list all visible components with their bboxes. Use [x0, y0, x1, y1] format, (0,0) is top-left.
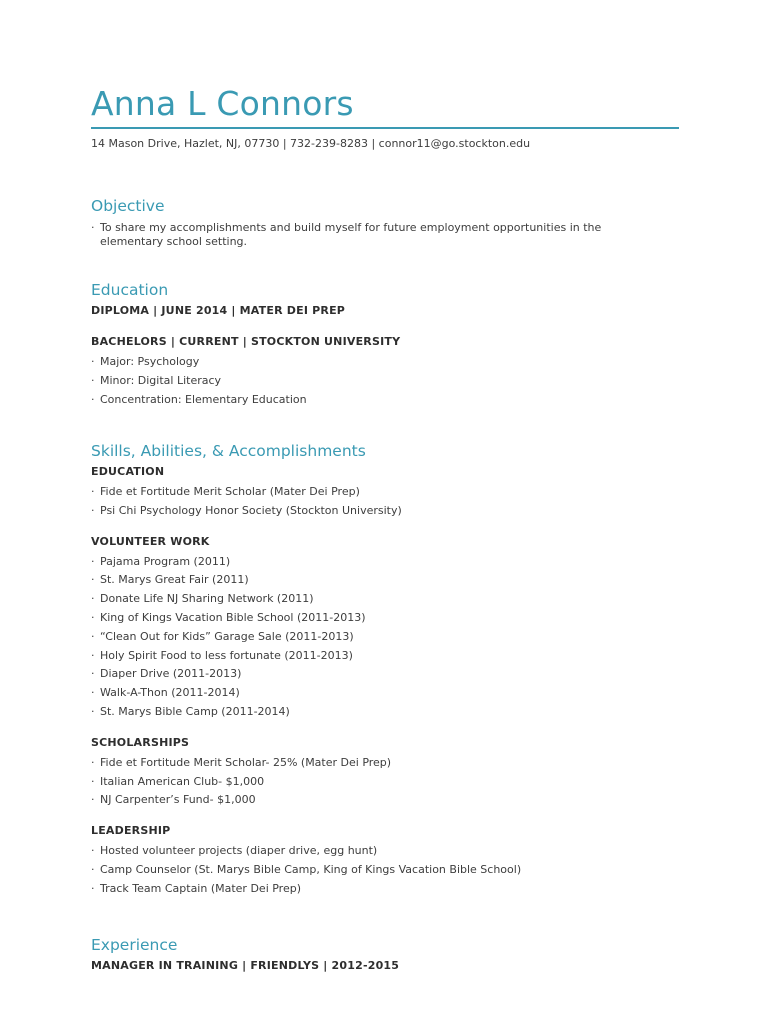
list-item: · St. Marys Great Fair (2011) [91, 571, 679, 590]
experience-heading: Experience [91, 936, 178, 954]
bachelors-entry: BACHELORS | CURRENT | STOCKTON UNIVERSITY [91, 335, 401, 348]
list-item: · NJ Carpenter’s Fund- $1,000 [91, 791, 679, 810]
list-item: · Camp Counselor (St. Marys Bible Camp, King of Kings Vacation Bible School) [91, 861, 679, 880]
list-item: · Holy Spirit Food to less fortunate (2011-2013) [91, 647, 679, 666]
list-item: · Psi Chi Psychology Honor Society (Stockton University) [91, 502, 679, 521]
education-subheading: EDUCATION [91, 465, 165, 478]
skills-section [91, 442, 679, 899]
scholarships-list [91, 754, 679, 810]
list-item: · Fide et Fortitude Merit Scholar (Mater Dei Prep) [91, 483, 679, 502]
job-entry: MANAGER IN TRAINING | FRIENDLYS | 2012-2015 [91, 959, 400, 972]
objective-list [91, 221, 679, 249]
list-item: · Hosted volunteer projects (diaper drive, egg hunt) [91, 842, 679, 861]
list-item: · Pajama Program (2011) [91, 553, 679, 572]
volunteer-subheading: VOLUNTEER WORK [91, 534, 210, 548]
diploma-entry: DIPLOMA | JUNE 2014 | MATER DEI PREP [91, 304, 346, 317]
list-item: · Walk-A-Thon (2011-2014) [91, 684, 679, 703]
list-item: · King of Kings Vacation Bible School (2011-2013) [91, 609, 679, 628]
skills-heading: Skills, Abilities, & Accomplishments [91, 442, 366, 460]
list-item: · Track Team Captain (Mater Dei Prep) [91, 880, 679, 899]
leadership-list [91, 842, 679, 898]
list-item: · Italian American Club- $1,000 [91, 773, 679, 792]
education-heading: Education [91, 281, 169, 299]
list-item: · To share my accomplishments and build myself for future employment opportunities in the elementary school setting. [91, 221, 679, 249]
leadership-subheading: LEADERSHIP [91, 824, 171, 838]
volunteer-list [91, 553, 679, 722]
list-item: · Concentration: Elementary Education [91, 391, 679, 410]
list-item: · Fide et Fortitude Merit Scholar- 25% (Mater Dei Prep) [91, 754, 679, 773]
objective-section [91, 197, 679, 249]
skills-education-list [91, 483, 679, 521]
list-item: · St. Marys Bible Camp (2011-2014) [91, 703, 679, 722]
experience-section [91, 936, 679, 972]
page-title: Anna L Connors [91, 84, 354, 123]
list-item: · Major: Psychology [91, 353, 679, 372]
contact-line: 14 Mason Drive, Hazlet, NJ, 07730 | 732-239-8283 | connor11@go.stockton.edu [91, 137, 531, 150]
list-item: · Minor: Digital Literacy [91, 372, 679, 391]
list-item: · “Clean Out for Kids” Garage Sale (2011-2013) [91, 628, 679, 647]
education-list [91, 353, 679, 409]
title-divider [91, 127, 679, 129]
objective-heading: Objective [91, 197, 165, 215]
education-section [91, 281, 679, 409]
list-item: · Donate Life NJ Sharing Network (2011) [91, 590, 679, 609]
list-item: · Diaper Drive (2011-2013) [91, 665, 679, 684]
scholarships-subheading: SCHOLARSHIPS [91, 735, 190, 749]
